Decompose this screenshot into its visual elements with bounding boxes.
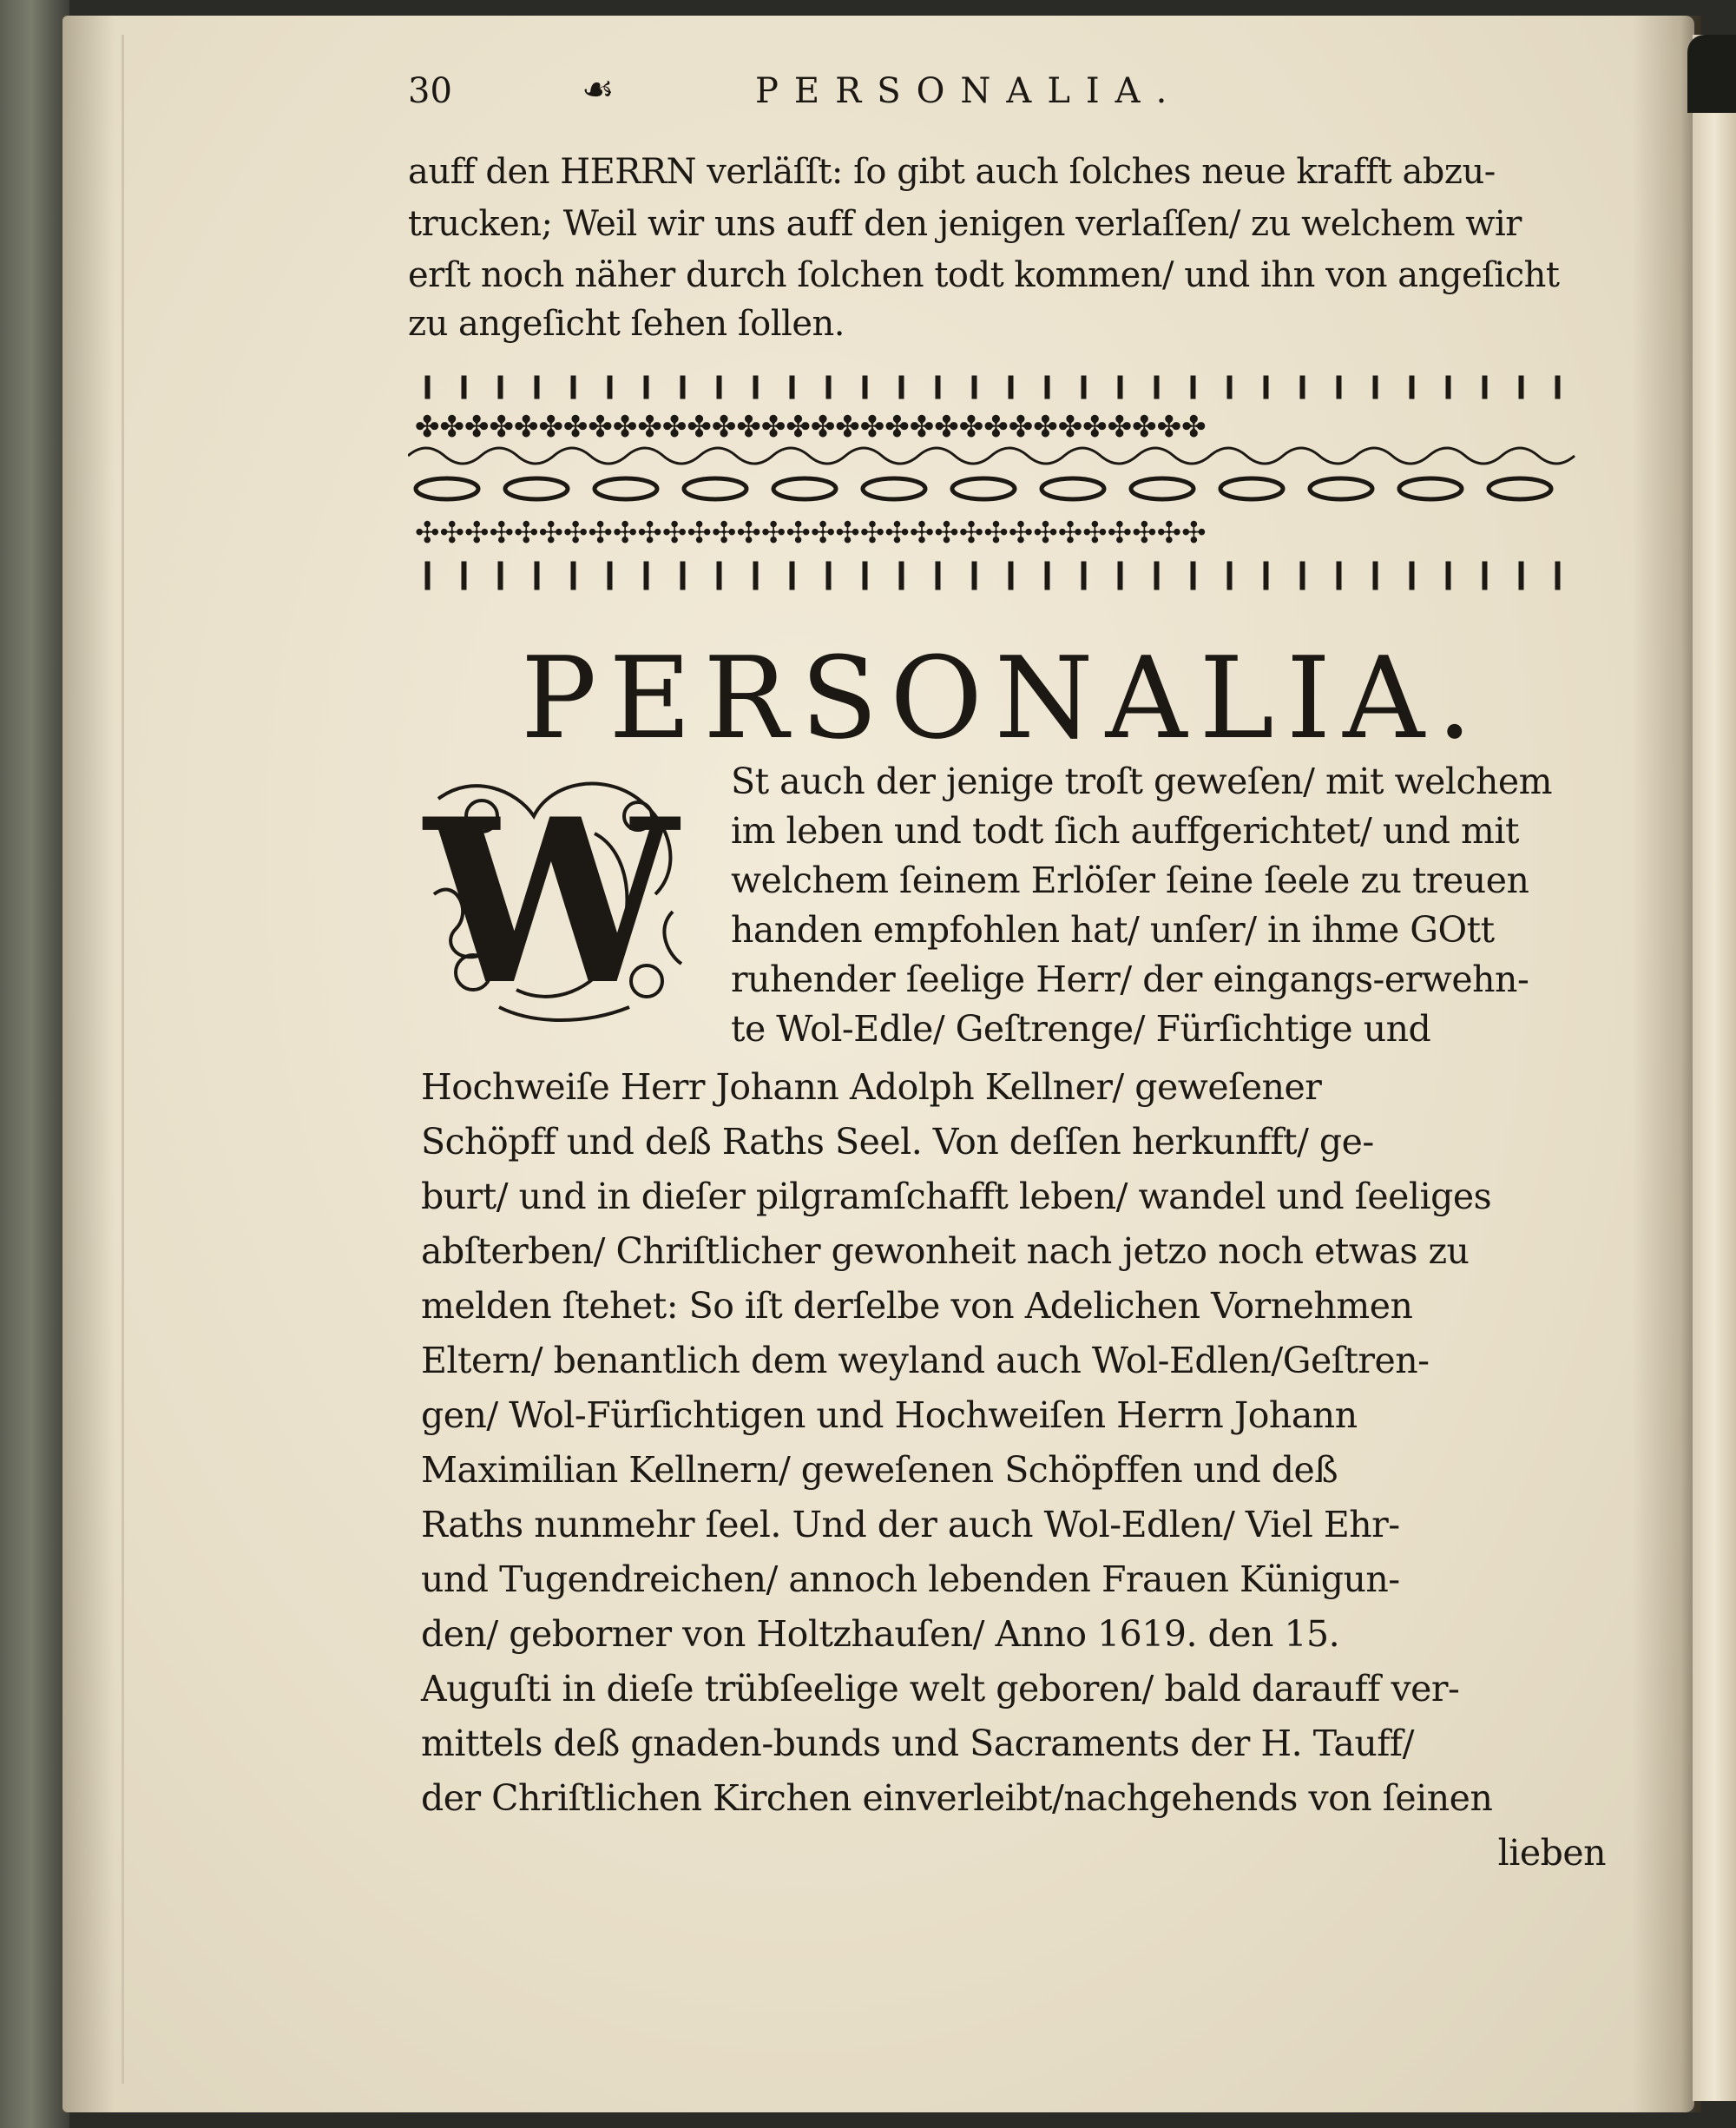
text-line: te Wol‑Edle/ Geſtrenge/ Fürſichtige und (731, 1008, 1431, 1050)
svg-text:✣✣✣✣✣✣✣✣✣✣✣✣✣✣✣✣✣✣✣✣✣✣✣✣✣✣✣✣✣✣: ✣✣✣✣✣✣✣✣✣✣✣✣✣✣✣✣✣✣✣✣✣✣✣✣✣✣✣✣✣✣✣✣ (415, 516, 1207, 550)
page-right-shadow (1632, 16, 1701, 2112)
text-line: im leben und todt ſich auffgerichtet/ und mit (731, 810, 1519, 852)
section-title: PERSONALIA. (521, 632, 1485, 764)
text-line: welchem ſeinem Erlöſer ſeine ſeele zu treuen (731, 860, 1529, 901)
text-line: Auguſti in dieſe trübſeelige welt geboren/ bald darauff ver‑ (421, 1668, 1460, 1710)
text-line: Maximilian Kellnern/ geweſenen Schöpffen und deß (421, 1449, 1338, 1491)
page-gutter-shadow (62, 16, 115, 2112)
text-line: und Tugendreichen/ annoch lebenden Frauen Künigun‑ (421, 1558, 1400, 1600)
text-line: melden ſtehet: So iſt derſelbe von Adelichen Vornehmen (421, 1285, 1413, 1327)
ornament-band (408, 369, 1588, 603)
ornament-row-lace (408, 448, 1575, 464)
text-line: erſt noch näher durch ſolchen todt kommen/ und ihn von angeſicht (408, 255, 1560, 295)
page-margin-rule (122, 35, 124, 2084)
text-line: den/ geborner von Holtzhauſen/ Anno 1619. den 15. (421, 1613, 1340, 1655)
catchword: lieben (1497, 1832, 1606, 1874)
text-line: Raths nunmehr ſeel. Und der auch Wol‑Edlen/ Viel Ehr‑ (421, 1504, 1400, 1545)
text-line: Schöpff und deß Raths Seel. Von deſſen herkunfft/ ge‑ (421, 1121, 1374, 1163)
text-line: der Chriſtlichen Kirchen einverleibt/nachgehends von ſeinen (421, 1777, 1493, 1819)
next-page-edge (1693, 35, 1736, 2101)
binding-corner (1687, 35, 1736, 113)
text-line: zu angeſicht ſehen ſollen. (408, 304, 845, 344)
text-line: auff den HERRN verläſſt: ſo gibt auch ſolches neue krafft abzu‑ (408, 152, 1496, 192)
ornament-row-trefoils (415, 410, 1207, 445)
ornament-row-ticks-bottom (425, 562, 1560, 590)
ornament-row-ticks-top (425, 376, 1560, 399)
svg-text:✤✤✤✤✤✤✤✤✤✤✤✤✤✤✤✤✤✤✤✤✤✤✤✤✤✤✤✤✤✤: ✤✤✤✤✤✤✤✤✤✤✤✤✤✤✤✤✤✤✤✤✤✤✤✤✤✤✤✤✤✤✤✤ (415, 410, 1207, 445)
text-line: handen empfohlen hat/ unſer/ in ihme GOtt (731, 909, 1495, 951)
text-line: gen/ Wol‑Fürſichtigen und Hochweiſen Herrn Johann (421, 1394, 1358, 1436)
book-edge-left (0, 0, 69, 2128)
running-title: PERSONALIA. (755, 71, 1183, 111)
running-head (408, 68, 1276, 123)
ornament-row-trefoils-lower (415, 516, 1207, 550)
fleuron-icon: ☙ (582, 68, 615, 110)
text-line: Eltern/ benantlich dem weyland auch Wol‑Edlen/Geſtren‑ (421, 1340, 1430, 1381)
text-line: abſterben/ Chriſtlicher gewonheit nach jetzo noch etwas zu (421, 1230, 1470, 1272)
text-line: St auch der jenige troſt geweſen/ mit welchem (731, 761, 1553, 802)
page-number: 30 (408, 71, 452, 111)
text-line: ruhender ſeelige Herr/ der eingangs‑erwehn‑ (731, 959, 1529, 1000)
ornament-row-scrolls (416, 478, 1551, 499)
text-line: mittels deß gnaden‑bunds und Sacraments der H. Tauff/ (421, 1723, 1414, 1764)
initial-letter: W (424, 770, 678, 1035)
text-line: Hochweiſe Herr Johann Adolph Kellner/ geweſener (421, 1066, 1322, 1108)
decorated-initial (421, 764, 703, 1042)
text-line: trucken; Weil wir uns auff den jenigen verlaſſen/ zu welchem wir (408, 204, 1522, 244)
text-line: burt/ und in dieſer pilgramſchafft leben/ wandel und ſeeliges (421, 1176, 1492, 1217)
